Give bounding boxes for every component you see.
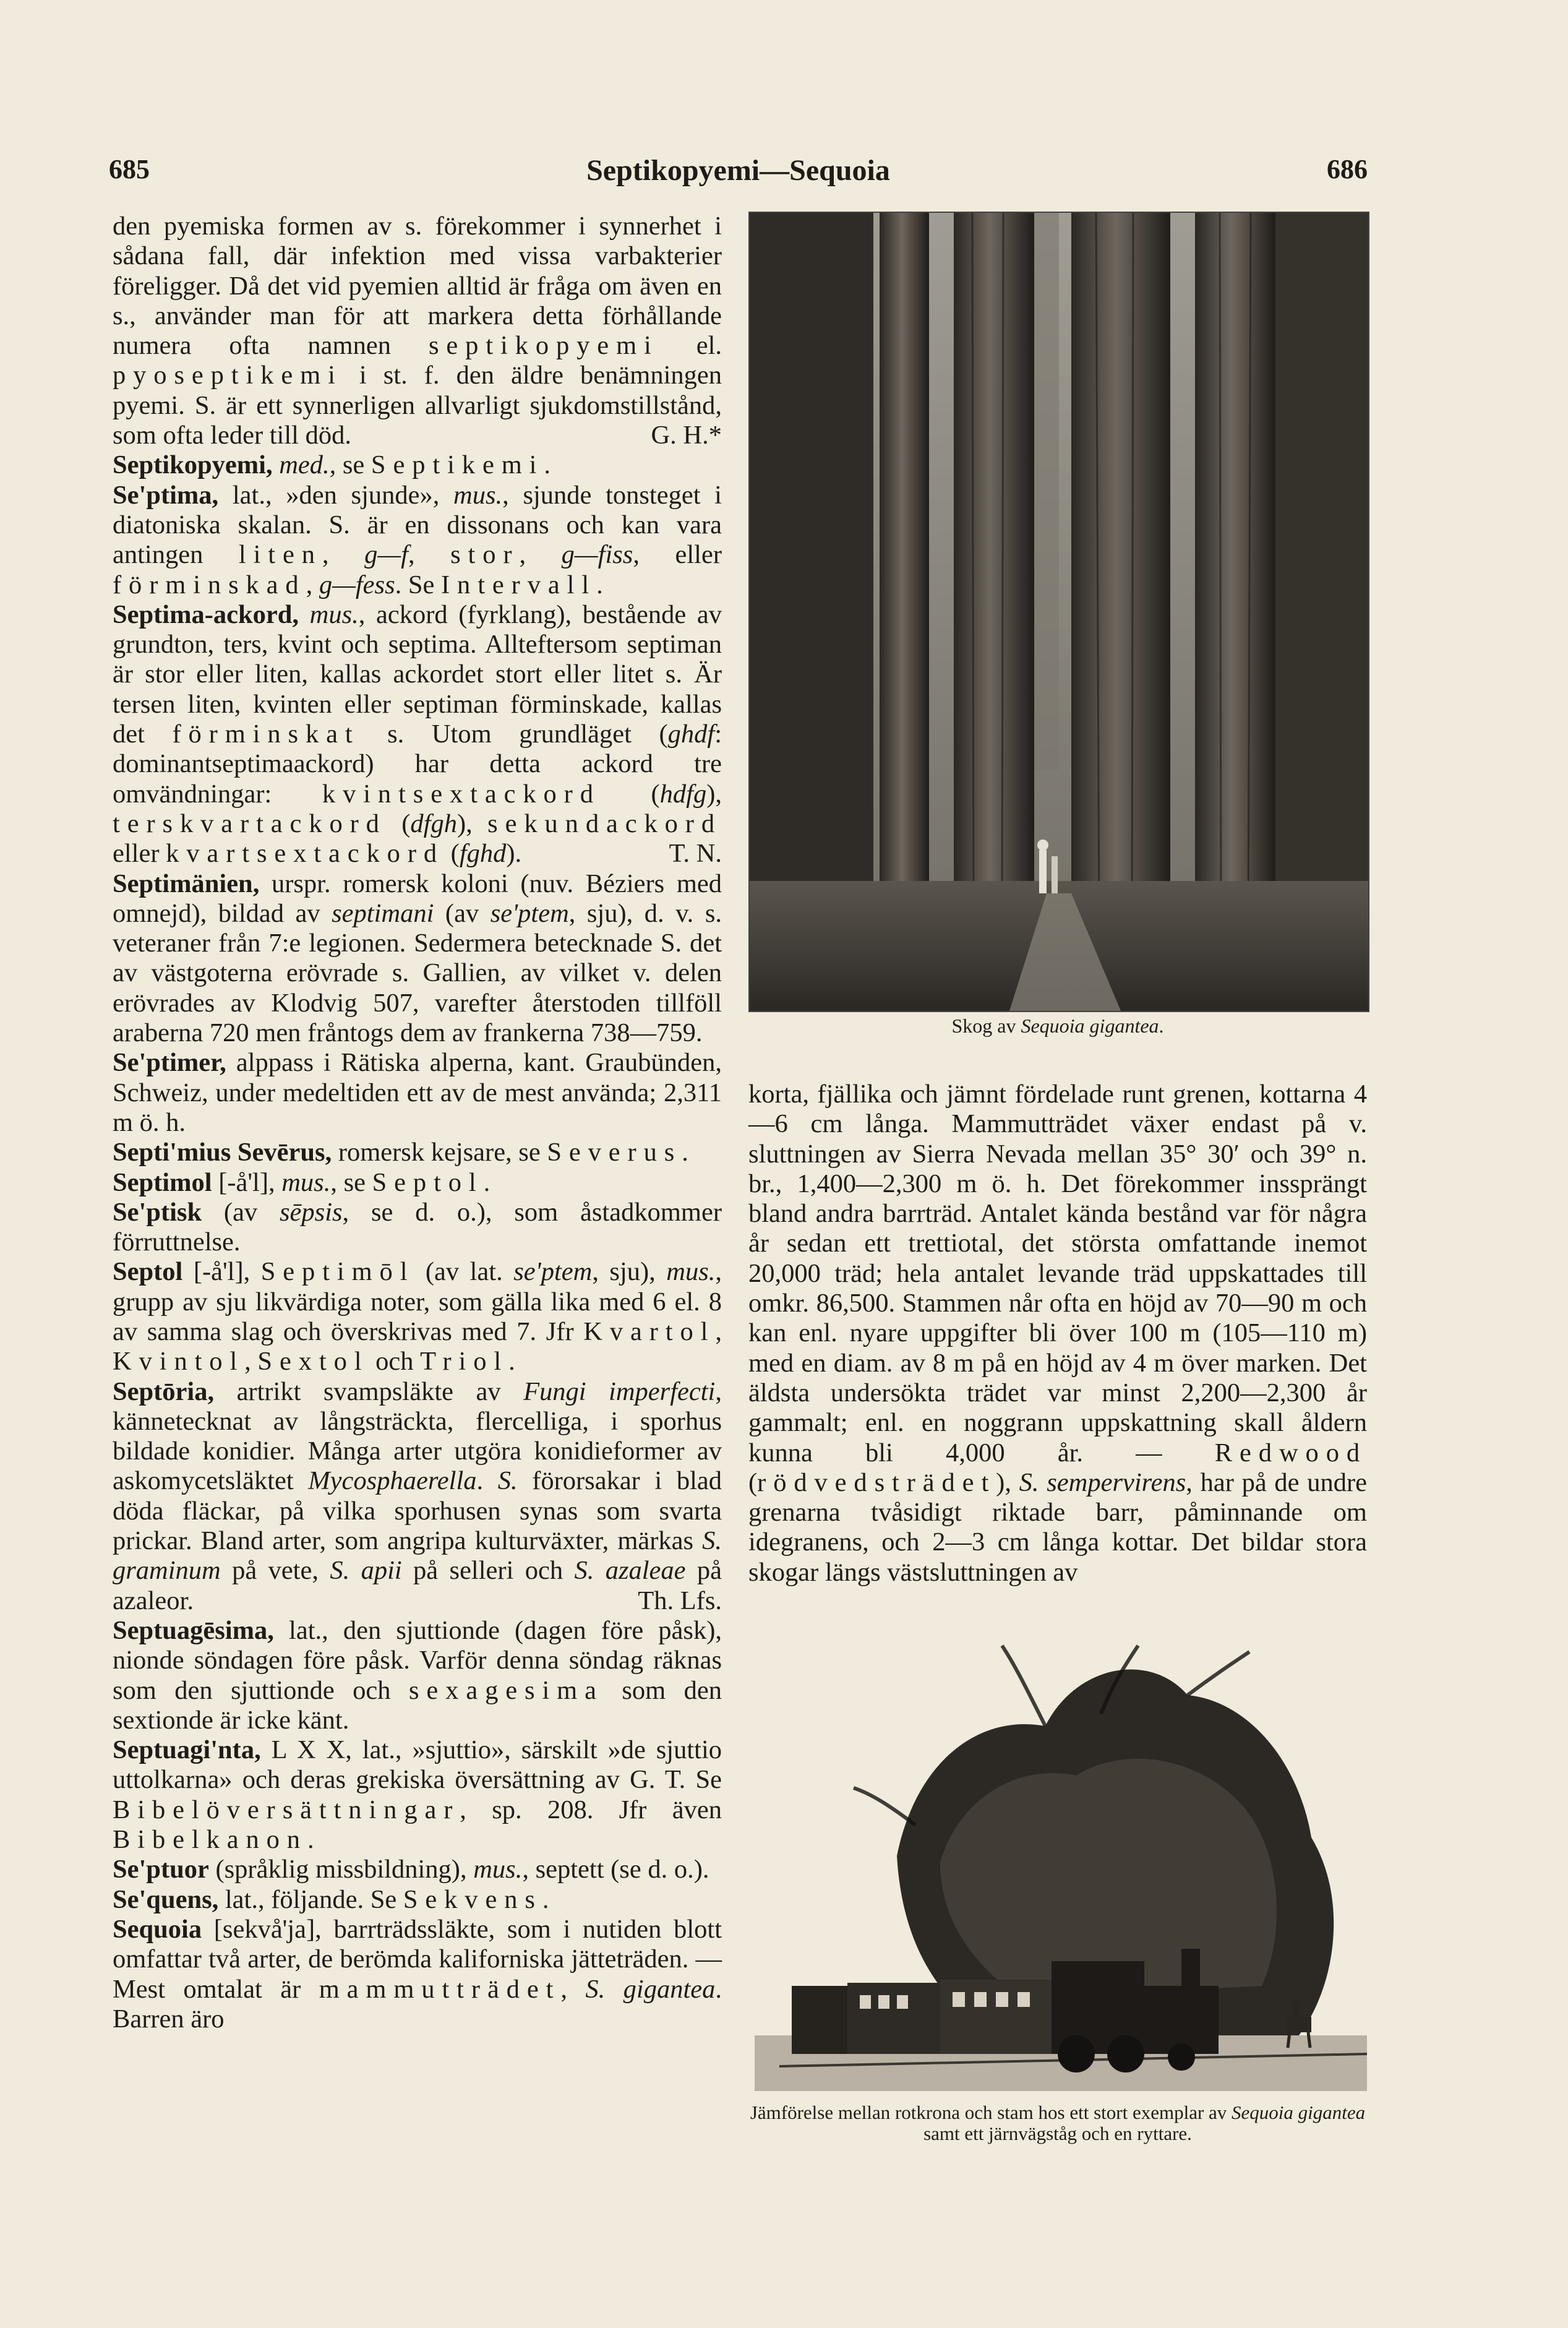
text: , har på de undre grenarna tvåsidigt riktade barr, påminnande om idegranens, och 2—3 cm långa kottar. Det bildar stora skogar längs västsluttningen av [748, 1467, 1367, 1587]
spaced-term: sexagesima [408, 1675, 604, 1705]
italic-text: dfgh [410, 809, 457, 838]
headword: Septima-ackord, [113, 599, 299, 629]
text: eller [113, 839, 166, 869]
root-and-train-illustration-icon [755, 1639, 1367, 2091]
cross-reference: Intervall [441, 570, 597, 599]
text: urspr. romersk koloni (nuv. Béziers med omnejd), bildad av [113, 869, 722, 928]
text: ( [600, 779, 660, 809]
text: . [682, 1138, 688, 1167]
cross-reference: Sextol [257, 1347, 369, 1377]
text: (av lat. [414, 1257, 514, 1287]
spaced-term: kvartsextackord [166, 839, 445, 869]
text: lat., följande. Se [218, 1884, 403, 1914]
text: . [307, 1825, 314, 1855]
italic-text: g—f [364, 540, 408, 570]
italic-text: ghdf [667, 719, 715, 749]
text: alppass i Rätiska alperna, kant. Graubünden, Schweiz, under medeltiden ett av de mest använda; 2,311 m ö. h. [113, 1048, 722, 1137]
cross-reference: Kvintol [113, 1347, 245, 1377]
text: , eller [633, 540, 722, 570]
italic-text: septimani [332, 898, 434, 928]
italic-text: sēpsis [280, 1197, 343, 1227]
entry-septimius-severus [113, 1138, 722, 1167]
text: [-å'l], [212, 1167, 282, 1197]
text: ( [444, 839, 460, 869]
cross-reference: Bibelkanon [113, 1825, 307, 1855]
italic-text: g—fess [319, 570, 395, 599]
sequoia-forest-photo [748, 212, 1369, 1012]
page-header [109, 153, 1368, 197]
headword: Se'ptima, [113, 480, 219, 510]
text: , [306, 570, 319, 599]
text: korta, fjällika och jämnt fördelade runt grenen, kottarna 4—6 cm långa. Mammutträdet växer endast på v. sluttningen av Sierra Nevada mellan 35° 30′ och 39° n. br., 1,400—2,300 m ö. h. Det förekommer inssprängt bland andra barrträd. Antalet kända bestånd var för några år sedan ett trettiotal, det största omfattande inemot 20,000 träd; hela antalet levande träd uppskattades till omkr. 86,500. Stammen når ofta en höjd av 70—90 m och kan enl. nyare uppgifter bli över 100 m (105—110 m) med en diam. av 8 m på en höjd av 4 m över marken. Det äldsta undersökta trädet var minst 2,200—2,300 år gammalt; enl. en noggrann uppskattning skall åldern kunna bli 4,000 år. — [748, 1080, 1367, 1467]
text: , septett (se d. o.). [522, 1855, 709, 1884]
text: el. [658, 331, 722, 361]
page-number-right: 686 [1327, 154, 1368, 184]
figure-caption-root-train [736, 2102, 1379, 2144]
spaced-term: liten [238, 540, 322, 570]
cross-reference: Sekvens [403, 1884, 542, 1914]
italic-text: mus. [299, 599, 359, 629]
text: (språklig missbildning), [208, 1855, 474, 1884]
entry-septima [113, 481, 722, 600]
text: . Barren äro [113, 1974, 722, 2034]
left-column [113, 212, 722, 2034]
spaced-term: Redwood [1214, 1438, 1367, 1467]
text: , sju), d. v. s. veteraner från 7:e legionen. Sedermera betecknade S. det av västgoterna erövrade s. Gallien, av vilket v. delen erövrades av Klodvig 507, varefter återstoden tillföll araberna 720 men fråntogs dem av frankerna 738—759. [113, 898, 722, 1048]
text: L X X, lat., »sjuttio», särskilt »de sjuttio uttolkarna» och deras grekiska översättning av G. T. Se [113, 1735, 722, 1795]
cross-reference: Severus [547, 1138, 682, 1167]
headword: Se'quens, [113, 1884, 219, 1914]
entry-septikemi-continued [113, 212, 722, 450]
spaced-term: stor [450, 540, 520, 570]
cross-reference: Septikemi [371, 450, 544, 480]
entry-sequoia-continued [748, 1080, 1367, 1587]
text: s. Utom grundläget ( [359, 719, 668, 749]
headword: Septuagēsima, [113, 1615, 274, 1645]
text: lat., »den sjunde», [218, 480, 454, 510]
caption-text: Skog av [951, 1015, 1021, 1037]
italic-text: mus. [473, 1855, 523, 1884]
headword: Se'ptisk [113, 1197, 202, 1227]
entry-sequens [113, 1885, 722, 1915]
cross-reference: Septol [372, 1167, 484, 1197]
headword: Septōria, [113, 1377, 215, 1406]
headword: Septikopyemi, [113, 450, 273, 480]
caption-text: . [1159, 1015, 1164, 1037]
text: ). [506, 839, 522, 869]
text: , se [330, 1167, 372, 1197]
spaced-term: mammutträdet [319, 1974, 561, 2004]
text: , se d. o.), som åstadkommer förruttnelse. [113, 1197, 722, 1257]
page-number-left: 685 [109, 154, 150, 184]
headword: Septi'mius Sevērus, [113, 1138, 332, 1167]
text: , ackord (fyrklang), bestående av grundton, ters, kvint och septima. Allteftersom septiman är stor eller liten, kallas ackordet stort eller litet s. Är tersen liten, kvinten eller septiman förminskade, kallas det [113, 599, 722, 749]
entry-septuagesima [113, 1616, 722, 1735]
text: , sju), [592, 1257, 667, 1287]
text: , sp. 208. Jfr även [460, 1795, 722, 1824]
spaced-term: sekundackord [487, 809, 722, 838]
text: ), [706, 779, 722, 809]
author-signature: G. H.* [651, 421, 722, 450]
text: . [508, 1347, 515, 1377]
text: [sekvå'ja], barrträdssläkte, som i nutiden blott omfattar två arter, de berömda kaliforniska jätteträden. — Mest omtalat är [113, 1914, 722, 2004]
headword: Sequoia [113, 1914, 202, 1944]
italic-text: mus. [666, 1257, 716, 1287]
text: på selleri och [401, 1556, 575, 1586]
headword: Septimol [113, 1167, 212, 1197]
entry-septima-ackord [113, 600, 722, 869]
text: , [244, 1347, 258, 1377]
cross-reference: Bibelöversättningar [113, 1795, 460, 1824]
headword: Septol [113, 1257, 183, 1287]
italic-text: S. apii [330, 1556, 402, 1586]
spaced-term: kvintsextackord [322, 779, 601, 809]
text: . [483, 1167, 491, 1197]
text: i st. f. den äldre benämningen pyemi. S. är ett synnerligen allvarligt sjukdomstillstånd, som ofta leder till död. [113, 361, 722, 450]
italic-text: Fungi imperfecti [523, 1377, 716, 1406]
entry-septol [113, 1257, 722, 1377]
entry-septimer [113, 1048, 722, 1138]
entry-septisk [113, 1198, 722, 1258]
italic-text: S. azaleae [574, 1556, 686, 1586]
text: på azaleor. [113, 1556, 722, 1615]
italic-text: Mycosphaerella [308, 1466, 477, 1496]
italic-text: S. sempervirens [1019, 1467, 1186, 1497]
text: på vete, [220, 1556, 330, 1586]
text: ( [748, 1467, 758, 1497]
italic-text: se'ptem [490, 898, 569, 928]
entry-septoria [113, 1377, 722, 1616]
entry-septuaginta [113, 1735, 722, 1855]
text: [-å'l], [182, 1257, 261, 1287]
text: , grupp av sju likvärdiga noter, som gälla lika med 6 el. 8 av samma slag och överskrivas med 7. Jfr [113, 1257, 722, 1346]
italic-text: hdfg [659, 779, 707, 809]
text: . Se [395, 570, 441, 599]
italic-text: S. gigantea [585, 1974, 716, 2004]
text: : dominantseptimaackord) har detta ackord tre omvändningar: [113, 719, 722, 809]
spaced-term: Septimōl [260, 1257, 415, 1287]
italic-text: g—fiss [561, 540, 633, 570]
text: , kännetecknat av långsträckta, flercelliga, i sporhus bildade konidier. Många arter utgöra konidieformer av askomycetsläktet [113, 1377, 722, 1496]
author-signature: Th. Lfs. [638, 1586, 722, 1615]
spaced-term: terskvartackord [113, 809, 387, 838]
cross-reference: Kvartol [583, 1316, 716, 1346]
entry-septikopyemi [113, 450, 722, 480]
caption-italic: Sequoia gigantea [1232, 2102, 1366, 2123]
text: förorsakar i blad döda fläckar, på vilka sporhusen synas som svarta prickar. Bland arter, som angripa kulturväxter, märkas [113, 1466, 722, 1556]
italic-text: med., [279, 450, 336, 480]
headword: Septuagi'nta, [113, 1735, 261, 1765]
caption-text: Jämförelse mellan rotkrona och stam hos ett stort exemplar av [750, 2102, 1232, 2123]
forest-illustration-icon [750, 213, 1368, 1011]
text: och [369, 1347, 421, 1377]
running-title: Septikopyemi—Sequoia [586, 154, 890, 187]
entry-sequoia [113, 1915, 722, 2034]
italic-text: S. graminum [113, 1526, 722, 1586]
text: , [560, 1974, 586, 2004]
italic-text: se'ptem [513, 1257, 593, 1287]
author-signature: T. N. [669, 839, 722, 869]
text: . [596, 570, 603, 599]
text: , [322, 540, 365, 570]
text: ( [386, 809, 411, 838]
text: den pyemiska formen av s. förekommer i synnerhet i sådana fall, där infektion med vissa varbakterier föreligger. Då det vid pyemien alltid är fråga om även en s., använder man för att markera detta förhållande numera ofta namnen [113, 212, 722, 361]
spaced-term: förminskad [113, 570, 306, 599]
text: . [476, 1466, 498, 1496]
italic-text: mus. [281, 1167, 331, 1197]
spaced-term: pyoseptikemi [113, 361, 343, 390]
headword: Se'ptimer, [113, 1048, 226, 1078]
text: ), [456, 809, 488, 838]
text: romersk kejsare, se [332, 1138, 547, 1167]
entry-septuor [113, 1855, 722, 1884]
text: artrikt svampsläkte av [214, 1377, 524, 1406]
caption-text: samt ett järnvägståg och en ryttare. [923, 2123, 1192, 2144]
text: . [544, 450, 551, 480]
cross-reference: Triol [420, 1347, 509, 1377]
text: ), [996, 1467, 1019, 1497]
entry-septimanien [113, 869, 722, 1049]
text: , [715, 1316, 722, 1346]
right-column [748, 1080, 1367, 1587]
text: lat., den sjuttionde (dagen före påsk), nionde söndagen före påsk. Varför denna söndag räknas som den sjuttionde och [113, 1615, 722, 1705]
text: (av [202, 1197, 280, 1227]
italic-text: S. [497, 1466, 518, 1496]
caption-italic: Sequoia gigantea [1021, 1015, 1159, 1037]
headword: Septimänien, [113, 869, 260, 898]
text: . [542, 1884, 549, 1914]
text: , [408, 540, 451, 570]
text: se [336, 450, 371, 480]
italic-text: mus. [453, 480, 503, 510]
spaced-term: förminskat [172, 719, 360, 749]
figure-caption-forest [748, 1015, 1367, 1037]
text: , sjunde tonsteget i diatoniska skalan. S. är en dissonans och kan vara antingen [113, 480, 722, 570]
headword: Se'ptuor [113, 1855, 209, 1884]
spaced-term: septikopyemi [428, 331, 659, 361]
sequoia-root-train-photo [755, 1639, 1367, 2091]
text: , [519, 540, 562, 570]
italic-text: fghd [459, 839, 507, 869]
text: (av [434, 898, 491, 928]
entry-septimol [113, 1168, 722, 1198]
spaced-term: rödvedsträdet [757, 1467, 996, 1497]
text: som den sextionde är icke känt. [113, 1675, 722, 1735]
